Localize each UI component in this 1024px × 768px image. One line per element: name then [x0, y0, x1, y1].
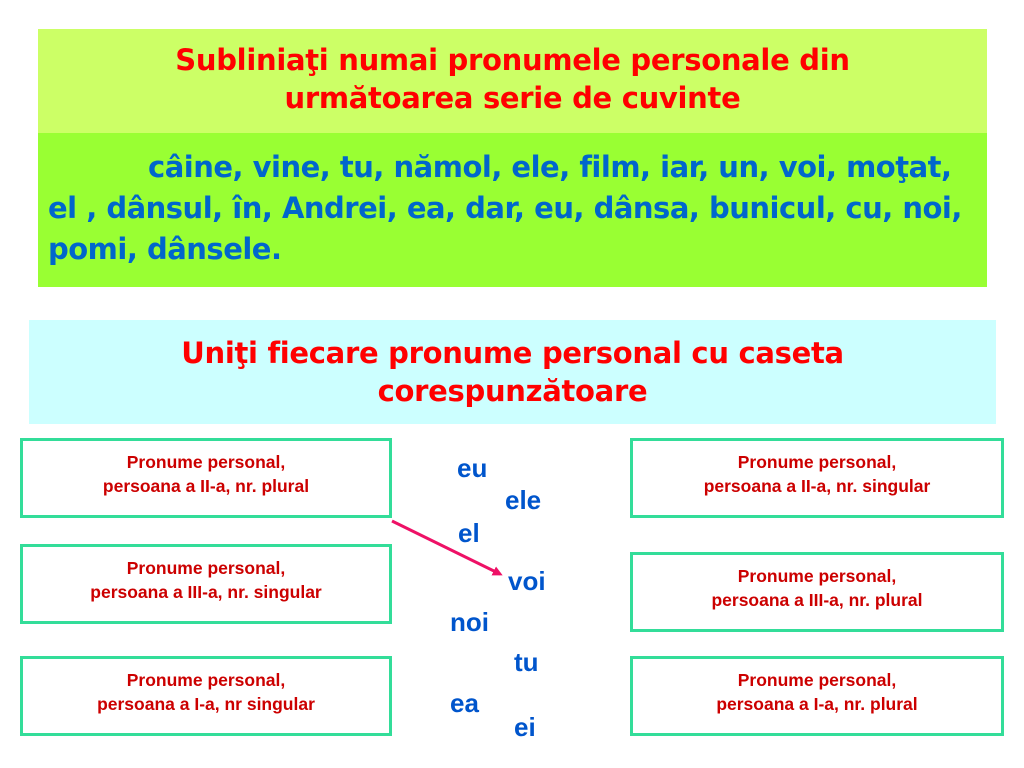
pronoun-tu[interactable]: tu — [514, 647, 539, 677]
box-label-line1: Pronume personal, — [737, 670, 897, 690]
box-label-line2: persoana a I-a, nr singular — [97, 694, 315, 714]
box-label-line1: Pronume personal, — [126, 558, 286, 578]
pronoun-voi[interactable]: voi — [508, 566, 546, 596]
box-label-line2: persoana a III-a, nr. plural — [711, 590, 923, 610]
task1-title-line2: următoarea serie de cuvinte — [284, 81, 741, 115]
box-label-line1: Pronume personal, — [126, 452, 286, 472]
box-label-line2: persoana a I-a, nr. plural — [716, 694, 918, 714]
pronoun-ele[interactable]: ele — [505, 485, 542, 515]
task2-title-line2: corespunzătoare — [377, 374, 648, 408]
box-label-line2: persoana a II-a, nr. plural — [102, 476, 310, 496]
word-list-text[interactable]: câine, vine, tu, nămol, ele, film, iar, un, voi, moţat, el , dânsul, în, Andrei, ea, dar, eu, dânsa, bunicul, cu, noi, pomi, dânsele. — [48, 150, 962, 266]
box-label-line1: Pronume personal, — [126, 670, 286, 690]
pronoun-noi[interactable]: noi — [450, 607, 489, 637]
box-label-line2: persoana a II-a, nr. singular — [703, 476, 931, 496]
task2-title-line1: Uniţi fiecare pronume personal cu caseta — [181, 336, 844, 370]
pronoun-el[interactable]: el — [458, 518, 480, 548]
box-label-line1: Pronume personal, — [737, 452, 897, 472]
pronoun-ea[interactable]: ea — [450, 688, 479, 718]
box-label-line1: Pronume personal, — [737, 566, 897, 586]
pronoun-eu[interactable]: eu — [457, 453, 488, 483]
pronoun-ei[interactable]: ei — [514, 712, 536, 742]
box-label-line2: persoana a III-a, nr. singular — [90, 582, 322, 602]
task1-title-line1: Subliniaţi numai pronumele personale din — [175, 43, 850, 77]
